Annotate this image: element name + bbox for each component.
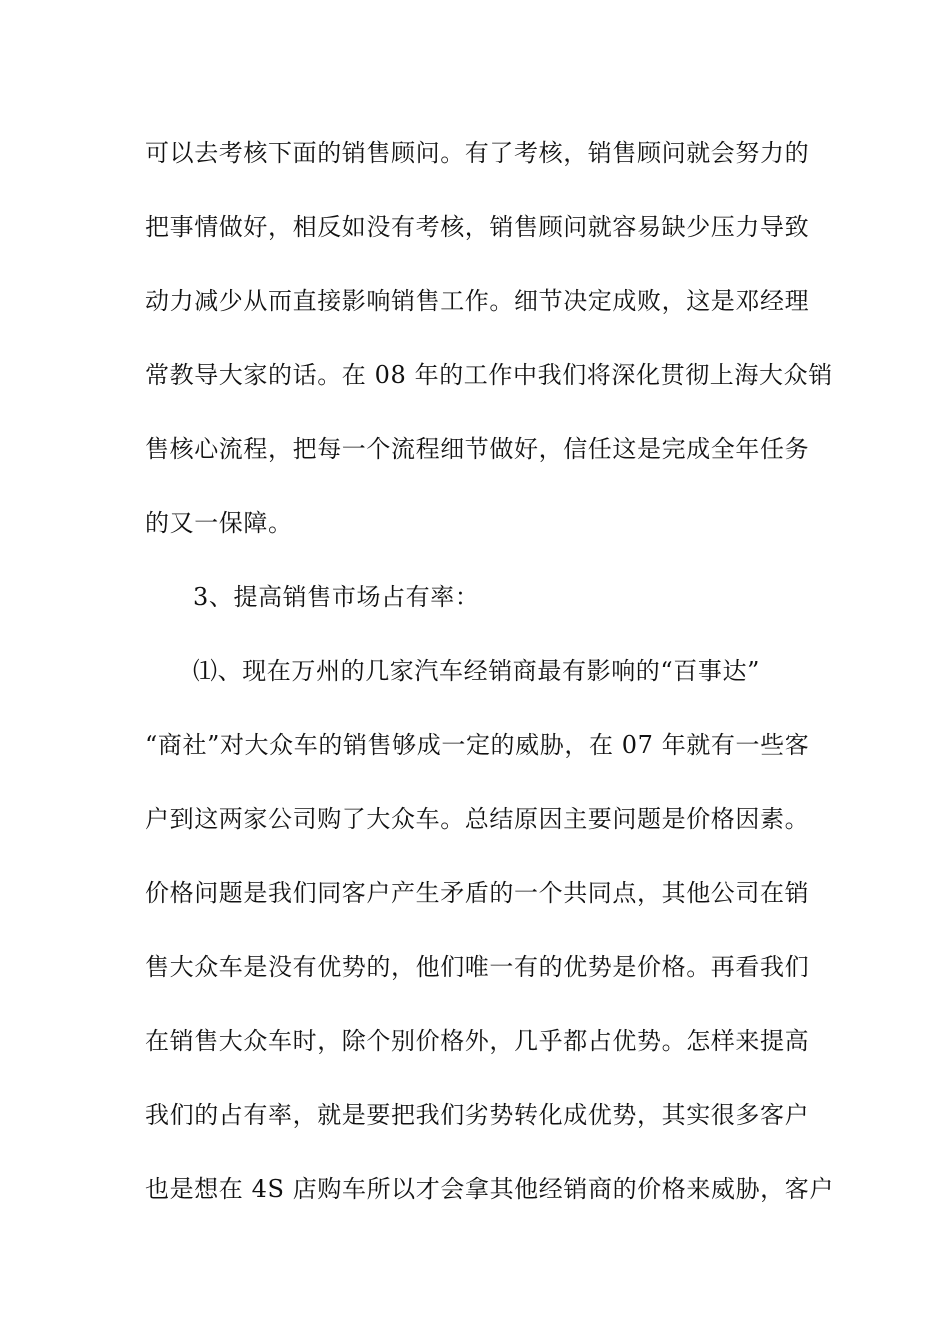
text-line: 在销售大众车时，除个别价格外，几乎都占优势。怎样来提高 [145, 1027, 810, 1055]
text-line: ⑴、现在万州的几家汽车经销商最有影响的“百事达” [193, 657, 760, 685]
text-line: 售核心流程，把每一个流程细节做好，信任这是完成全年任务 [145, 435, 810, 463]
text-line: 常教导大家的话。在 08 年的工作中我们将深化贯彻上海大众销 [145, 361, 833, 389]
text-line: 户到这两家公司购了大众车。总结原因主要问题是价格因素。 [145, 805, 810, 833]
text-line: 我们的占有率，就是要把我们劣势转化成优势，其实很多客户 [145, 1101, 810, 1129]
text-line: 也是想在 4S 店购车所以才会拿其他经销商的价格来威胁，客户 [145, 1175, 834, 1203]
text-line: 价格问题是我们同客户产生矛盾的一个共同点，其他公司在销 [145, 879, 810, 907]
text-line: 动力减少从而直接影响销售工作。细节决定成败，这是邓经理 [145, 287, 810, 315]
text-line: 可以去考核下面的销售顾问。有了考核，销售顾问就会努力的 [145, 139, 810, 167]
text-line: 售大众车是没有优势的，他们唯一有的优势是价格。再看我们 [145, 953, 810, 981]
section-heading: 3、提高销售市场占有率： [193, 583, 480, 611]
text-line: “商社”对大众车的销售够成一定的威胁，在 07 年就有一些客 [145, 731, 810, 759]
text-line: 把事情做好，相反如没有考核，销售顾问就容易缺少压力导致 [145, 213, 810, 241]
text-line: 的又一保障。 [145, 509, 293, 537]
